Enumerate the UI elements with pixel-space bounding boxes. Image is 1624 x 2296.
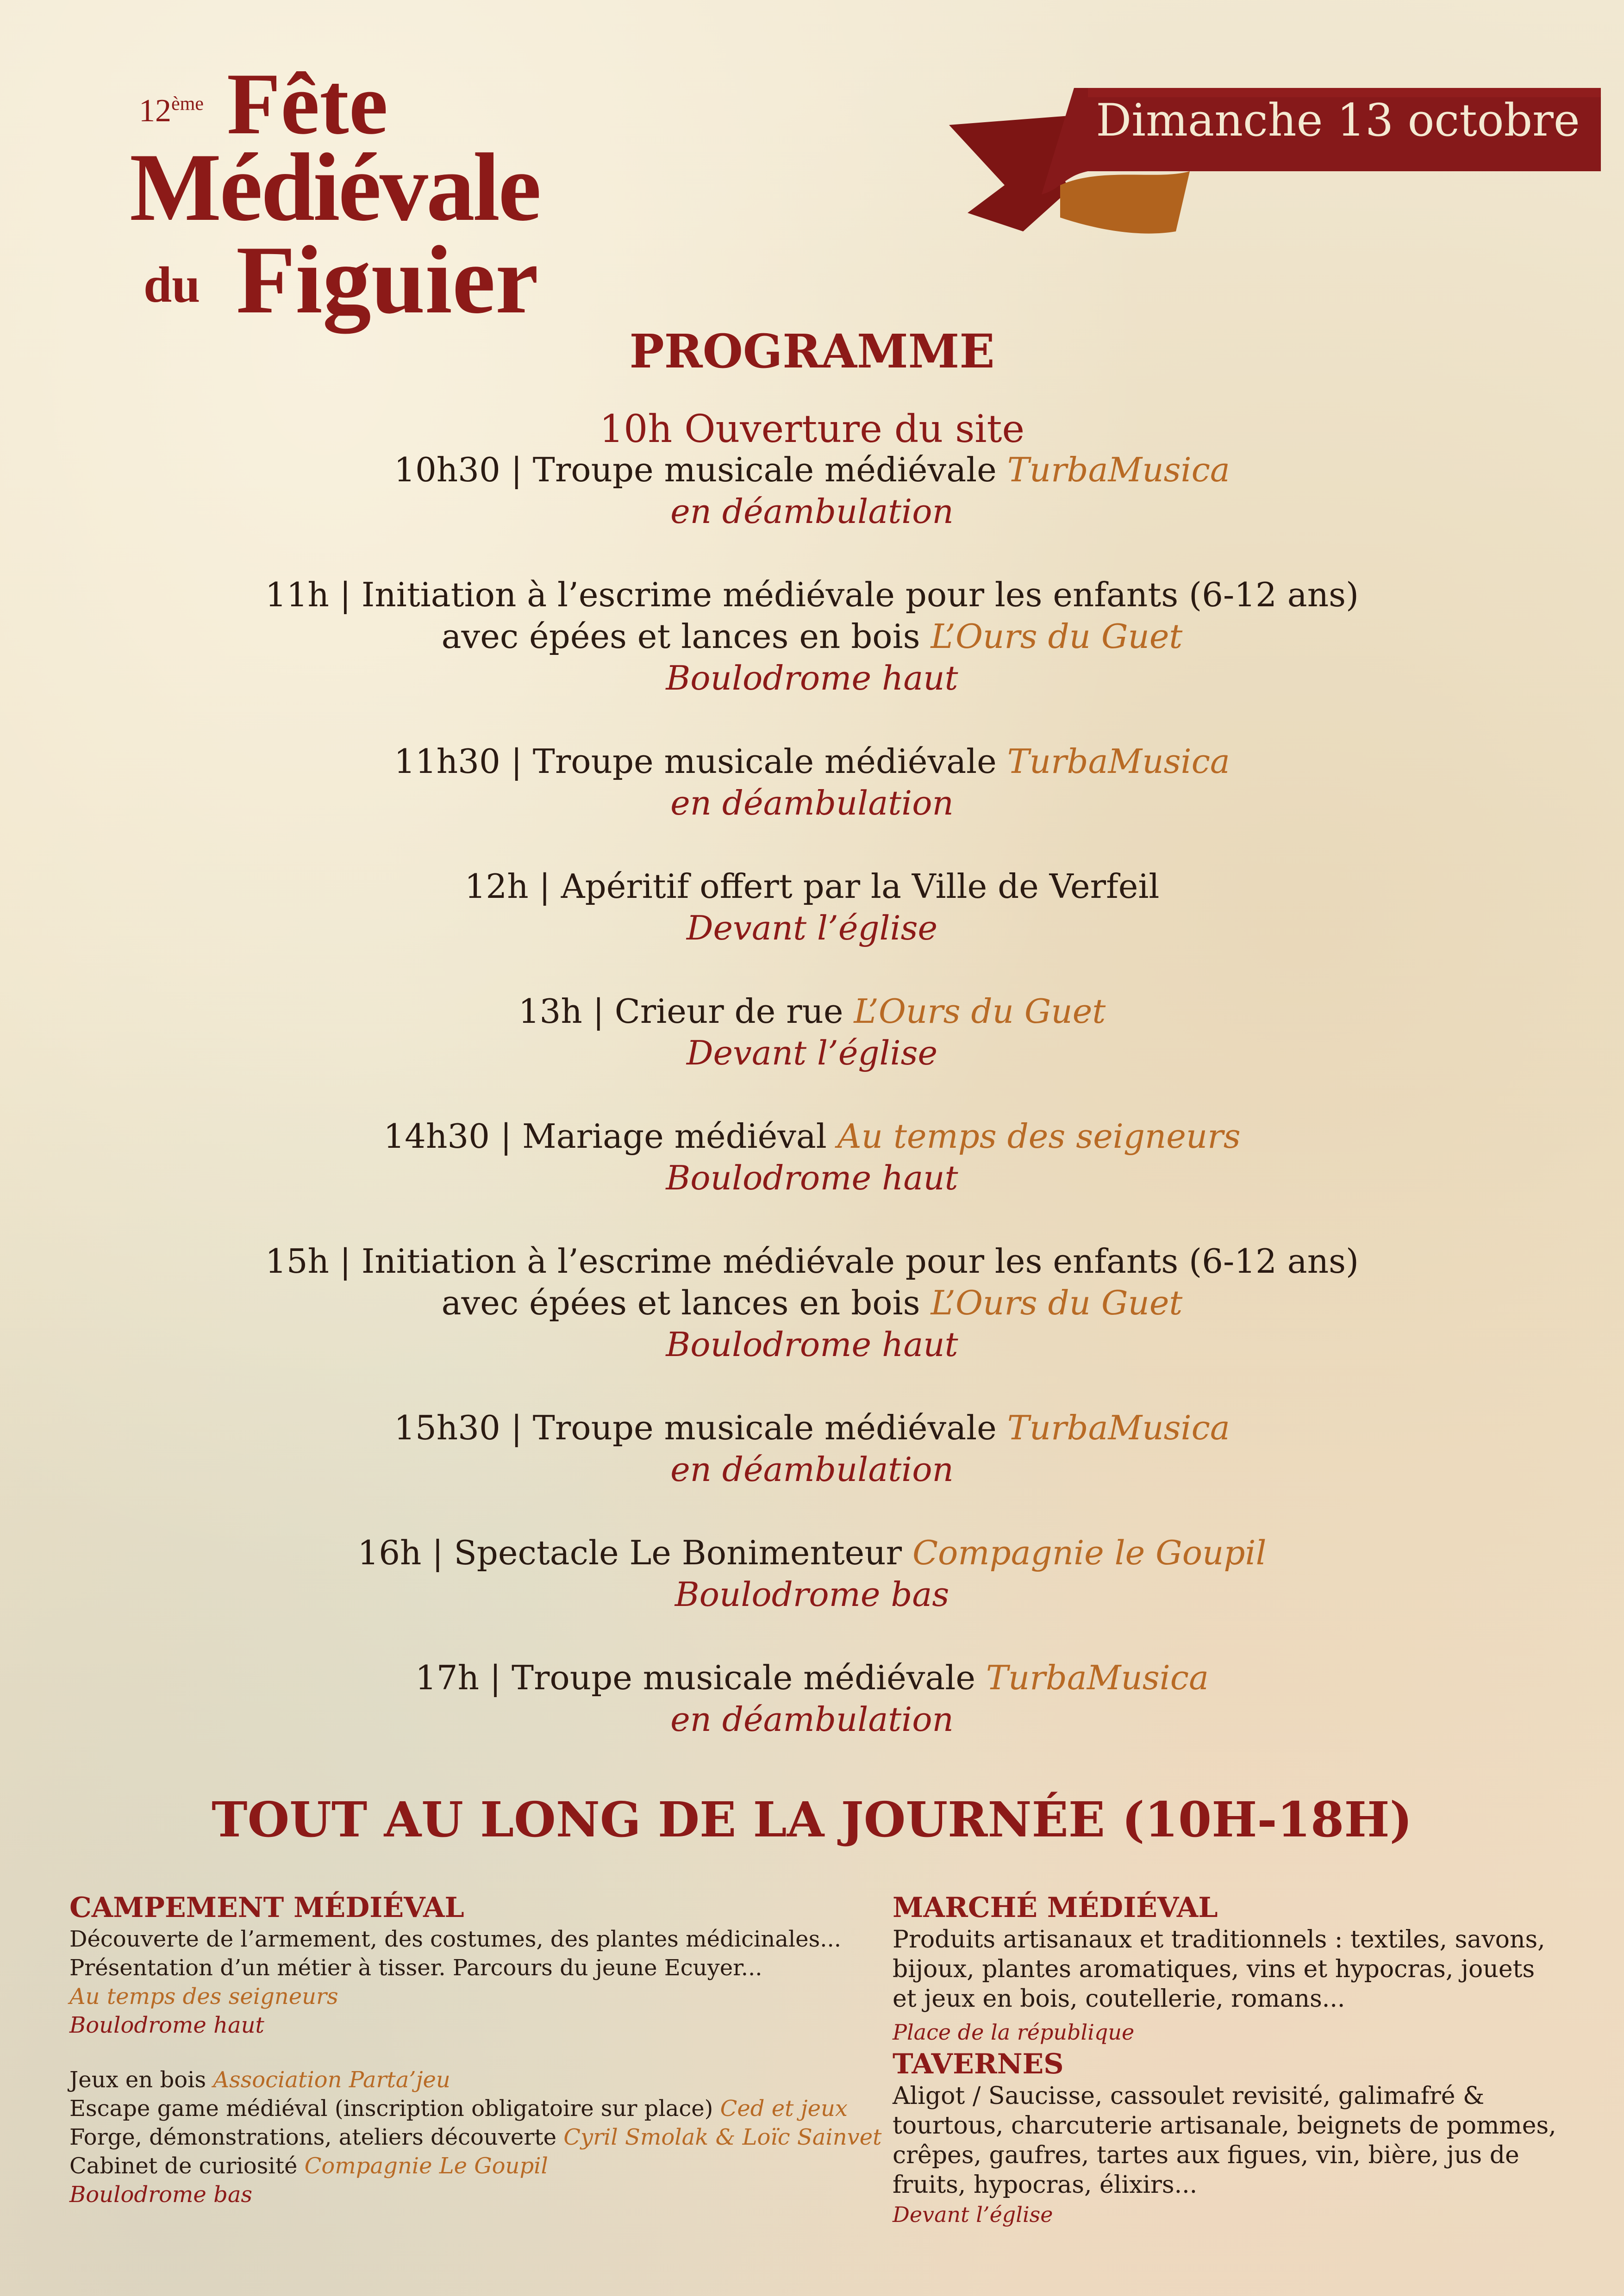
entry-place: Boulodrome haut — [666, 1158, 958, 1197]
market-line-1: Produits artisanaux et traditionnels : textiles, savons, — [893, 1926, 1545, 1954]
entry-text: 15h | Initiation à l’escrime médiévale pour les enfants (6-12 ans) — [265, 1242, 1359, 1281]
entry-text: 16h | Spectacle Le Bonimenteur — [357, 1533, 912, 1572]
title-line-1: Fête — [227, 56, 388, 153]
entry-troupe: TurbaMusica — [1007, 742, 1230, 781]
entry-troupe: TurbaMusica — [1007, 450, 1230, 489]
programme-entry — [0, 1657, 1624, 1740]
entry-place: Devant l’église — [686, 908, 938, 947]
programme-entry — [0, 865, 1624, 949]
entry-troupe: L’Ours du Guet — [931, 1283, 1183, 1322]
camp-line-2: Présentation d’un métier à tisser. Parcours du jeune Ecuyer... — [69, 1955, 762, 1981]
taverns-line-2: tourtous, charcuterie artisanale, beignets de pommes, — [893, 2112, 1556, 2140]
activity-text: Jeux en bois — [69, 2067, 213, 2093]
entry-place: Devant l’église — [686, 1033, 938, 1072]
entry-troupe: L’Ours du Guet — [931, 617, 1183, 656]
entry-line — [0, 1407, 1624, 1449]
entry-line — [0, 574, 1624, 616]
taverns-line-1: Aligot / Saucisse, cassoulet revisité, galimafré & — [893, 2082, 1485, 2110]
entry-place: en déambulation — [670, 784, 954, 822]
entry-text: avec épées et lances en bois — [441, 1283, 931, 1322]
title-line-2: Médiévale — [130, 134, 540, 241]
entry-line — [0, 1282, 1624, 1324]
entry-line — [0, 1240, 1624, 1282]
entry-troupe: TurbaMusica — [986, 1658, 1209, 1697]
entry-line — [0, 740, 1624, 782]
activity-item — [69, 2123, 881, 2152]
entry-place: Boulodrome haut — [666, 1325, 958, 1364]
entry-text: 14h30 | Mariage médiéval — [383, 1117, 837, 1156]
activities-place: Boulodrome bas — [69, 2182, 253, 2208]
programme-entry — [0, 449, 1624, 532]
programme-entry — [0, 1407, 1624, 1490]
programme-entry — [0, 574, 1624, 699]
entry-line — [0, 990, 1624, 1032]
camp-place: Boulodrome haut — [69, 2012, 264, 2038]
entry-text: 10h30 | Troupe musicale médiévale — [394, 450, 1007, 489]
title-line-3b: Figuier — [236, 226, 539, 334]
entry-place: en déambulation — [670, 1450, 954, 1489]
title-line-3a: du — [144, 256, 200, 313]
entry-text: 11h30 | Troupe musicale médiévale — [394, 742, 1007, 781]
all-day-heading: TOUT AU LONG DE LA JOURNÉE (10H-18H) — [212, 1791, 1412, 1848]
entry-text: 12h | Apéritif offert par la Ville de Verfeil — [464, 867, 1160, 906]
activity-item — [69, 2066, 881, 2094]
edition-number: 12ème — [139, 93, 204, 129]
date-text: Dimanche 13 octobre — [1096, 94, 1580, 146]
taverns-line-4: fruits, hypocras, élixirs... — [893, 2171, 1198, 2199]
entry-text: 15h30 | Troupe musicale médiévale — [394, 1408, 1007, 1447]
programme-entry — [0, 990, 1624, 1074]
entry-text: 13h | Crieur de rue — [518, 992, 854, 1031]
activity-troupe: Compagnie Le Goupil — [304, 2153, 548, 2179]
entry-place: en déambulation — [670, 492, 954, 531]
entry-text: avec épées et lances en bois — [441, 617, 931, 656]
activity-item — [69, 2094, 881, 2123]
taverns-heading: TAVERNES — [893, 2048, 1064, 2080]
entry-troupe: L’Ours du Guet — [854, 992, 1106, 1031]
entry-line — [0, 1532, 1624, 1574]
activity-text: Escape game médiéval (inscription obligatoire sur place) — [69, 2096, 720, 2122]
market-line-3: et jeux en bois, coutellerie, romans... — [893, 1985, 1345, 2013]
activity-text: Forge, démonstrations, ateliers découverte — [69, 2124, 564, 2150]
date-ribbon — [949, 79, 1601, 245]
market-heading: MARCHÉ MÉDIÉVAL — [893, 1892, 1218, 1924]
programme-entry — [0, 1240, 1624, 1365]
entry-place: Boulodrome bas — [675, 1575, 949, 1614]
left-column — [69, 1891, 881, 2209]
activity-troupe: Ced et jeux — [720, 2096, 848, 2122]
entry-place: en déambulation — [670, 1700, 954, 1739]
entry-line — [0, 1115, 1624, 1157]
activity-troupe: Association Parta’jeu — [213, 2067, 450, 2093]
market-line-2: bijoux, plantes aromatiques, vins et hypocras, jouets — [893, 1955, 1535, 1983]
camp-heading: CAMPEMENT MÉDIÉVAL — [69, 1892, 464, 1924]
entry-line — [0, 449, 1624, 491]
entry-text: 17h | Troupe musicale médiévale — [415, 1658, 986, 1697]
activities-list — [69, 2066, 881, 2180]
entry-line — [0, 865, 1624, 907]
programme-entry — [0, 1115, 1624, 1199]
activity-item — [69, 2152, 881, 2180]
festival-title — [130, 56, 639, 334]
market-place: Place de la république — [893, 2020, 1135, 2045]
programme-entry — [0, 740, 1624, 824]
entry-line — [0, 616, 1624, 657]
entry-text: 11h | Initiation à l’escrime médiévale pour les enfants (6-12 ans) — [265, 575, 1359, 614]
activity-troupe: Cyril Smolak & Loïc Sainvet — [563, 2124, 882, 2150]
taverns-line-3: crêpes, gaufres, tartes aux figues, vin, bière, jus de — [893, 2141, 1519, 2169]
entry-troupe: Au temps des seigneurs — [837, 1117, 1241, 1156]
right-column — [893, 1891, 1556, 2229]
entry-troupe: TurbaMusica — [1007, 1408, 1230, 1447]
activity-text: Cabinet de curiosité — [69, 2153, 305, 2179]
programme-heading: PROGRAMME — [629, 324, 995, 379]
camp-troupe: Au temps des seigneurs — [69, 1984, 338, 2010]
programme-entry — [0, 1532, 1624, 1615]
entry-place: Boulodrome haut — [666, 659, 958, 697]
opening-time: 10h Ouverture du site — [599, 407, 1024, 451]
taverns-place: Devant l’église — [893, 2202, 1053, 2227]
camp-line-1: Découverte de l’armement, des costumes, des plantes médicinales... — [69, 1926, 841, 1952]
entry-line — [0, 1657, 1624, 1699]
entry-troupe: Compagnie le Goupil — [912, 1533, 1267, 1572]
